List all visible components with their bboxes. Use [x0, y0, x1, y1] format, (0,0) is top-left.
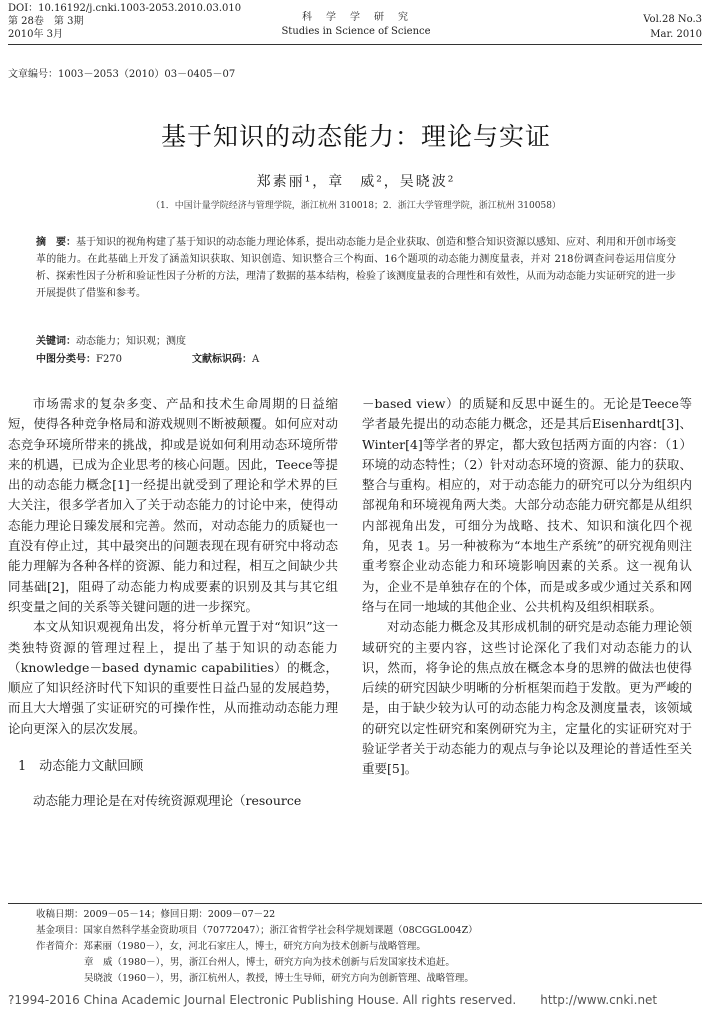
keywords [36, 333, 676, 350]
footnote-author-3: 吴晓波（1960－），男，浙江杭州人，教授，博士生导师，研究方向为创新管理、战略管理。 [84, 973, 474, 984]
left-column [8, 394, 338, 812]
header-rule [8, 44, 702, 45]
author-list: 郑素丽¹，章 威²，吴晓波² [256, 174, 456, 190]
journal-name-cn: 科 学 学 研 究 [302, 12, 410, 23]
footnote-fund: 基金项目：国家自然科学基金资助项目（70772047）；浙江省哲学社会科学规划课题（08CGGL004Z） [36, 925, 478, 936]
section-heading-1: 1 动态能力文献回顾 [18, 759, 144, 775]
intro-paragraph-1: 市场需求的复杂多变、产品和技术生命周期的日益缩短，使得各种竞争格局和游戏规则不断被颠覆。如何应对动态竞争环境所带来的挑战，抑或是说如何利用动态环境所带来的机遇，已成为企业思考的核心问题。因此，Teece等提出的动态能力概念[1]一经提出就受到了理论和学术界的巨大关注，很多学者加入了关于动态能力的讨论中来，使得动态能力理论日臻发展和完善。然而，对动态能力的质疑也一直没有停止过，其中最突出的问题表现在现有研究中将动态能力理解为各种各样的资源、能力和过程，相互之间缺少共同基础[2]，阻碍了动态能力构成要素的识别及其与其它组织变量之间的关系等关键问题的进一步探究。 [8, 396, 338, 614]
footnote-author-1: 作者简介：郑素丽（1980－），女，河北石家庄人，博士，研究方向为技术创新与战略管理。 [36, 941, 426, 952]
doc-code-label: 文献标识码： [192, 354, 253, 365]
classification [36, 351, 676, 368]
doc-code-value: A [252, 354, 260, 365]
affiliations: （1．中国计量学院经济与管理学院，浙江杭州 310018；2．浙江大学管理学院，浙江杭州 310058） [151, 201, 561, 211]
doi-line: DOI：10.16192/j.cnki.1003-2053.2010.03.010 [8, 3, 242, 14]
footnote-author-2: 章 威（1980－），男，浙江台州人，博士，研究方向为技术创新与后发国家技术追赶。 [84, 957, 455, 968]
volume-issue-cn: 第 28卷 第 3期 [8, 16, 84, 27]
clc-value: F270 [96, 354, 123, 365]
clc-label: 中图分类号： [36, 354, 96, 365]
section1-paragraph-1: 动态能力理论是在对传统资源观理论（resource [33, 793, 302, 809]
abstract-text: 基于知识的视角构建了基于知识的动态能力理论体系，提出动态能力是企业获取、创造和整合知识资源以感知、应对、利用和开创市场变革的能力。在此基础上开发了涵盖知识获取、知识创造、知识整合三个构面、16个题项的动态能力测度量表，并对 218份调查问卷运用信度分析、探索性因子分析和验证性因子分析的方法，理清了数据的基本结构，检验了该测度量表的合理性和有效性，从而为动态能力实证研究的进一步开展提供了借鉴和参考。 [36, 237, 676, 299]
journal-name-en: Studies in Science of Science [281, 26, 431, 37]
keywords-label: 关键词： [36, 336, 76, 347]
date-en: Mar. 2010 [650, 29, 702, 40]
date-cn: 2010年 3月 [8, 29, 63, 40]
section1-paragraph-1-cont: －based view）的质疑和反思中诞生的。无论是Teece等学者最先提出的动态能力概念，还是其后Eisenhardt[3]、Winter[4]等学者的界定，都大致包括两方面的内容：（1）环境的动态特性；（2）针对动态环境的资源、能力的获取、整合与重构。相应的，对于动态能力的研究可以分为组织内部视角和环境视角两大类。大部分动态能力研究都是从组织内部视角出发，可细分为战略、技术、知识和演化四个视角，见表 1。另一种被称为“本地生产系统”的研究视角则注重考察企业动态能力和环境影响因素的关系。这一视角认为，企业不是单独存在的个体，而是或多或少通过关系和网络与在同一地域的其他企业、公共机构及组织相联系。 [362, 396, 692, 614]
keywords-text: 动态能力；知识观；测度 [76, 336, 186, 347]
paper-title: 基于知识的动态能力：理论与实证 [160, 122, 551, 151]
footnote-rule [8, 903, 702, 904]
right-column [362, 394, 692, 780]
section1-paragraph-2: 对动态能力概念及其形成机制的研究是动态能力理论领域研究的主要内容，这些讨论深化了我们对动态能力的认识，然而，将争论的焦点放在概念本身的思辨的做法也使得后续的研究因缺少明晰的分析框架而趋于发散。更为严峻的是，由于缺少较为认可的动态能力构念及测度量表，该领域的研究以定性研究和案例研究为主，定量化的实证研究对于验证学者关于动态能力的观点与争论以及理论的普适性至关重要[5]。 [362, 619, 692, 777]
copyright-notice: ?1994-2016 China Academic Journal Electronic Publishing House. All rights reserved. http://www.cnki.net [8, 993, 658, 1007]
abstract [36, 234, 676, 302]
abstract-label: 摘 要： [36, 237, 76, 248]
article-number: 文章编号：1003－2053（2010）03－0405－07 [8, 69, 236, 80]
footnote-received: 收稿日期：2009－05－14；修回日期：2009－07－22 [36, 909, 276, 920]
volume-en: Vol.28 No.3 [643, 14, 702, 25]
intro-paragraph-2: 本文从知识观视角出发，将分析单元置于对“知识”这一类独特资源的管理过程上，提出了基于知识的动态能力（knowledge－based dynamic capabilities）的概念，顺应了知识经济时代下知识的重要性日益凸显的发展趋势，而且大大增强了实证研究的可操作性，从而推动动态能力理论向更深入的层次发展。 [8, 619, 338, 736]
